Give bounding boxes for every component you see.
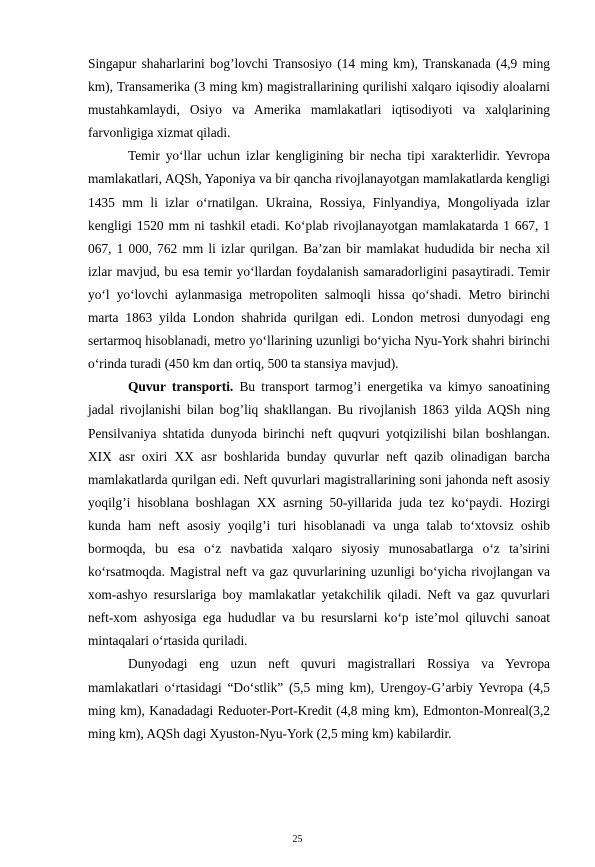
paragraph-4: Dunyodagi eng uzun neft quvuri magistrallari Rossiya va Yevropa mamlakatlari o‘rtasidagi “Do‘stlik” (5,5 ming km), Urengoy-G’arbiy Yevropa (4,5 ming km), Kanadadagi Reduoter-Port-Kredit (4,8 ming km), Edmonton-Monreal(3,2 ming km), AQSh dagi Xyuston-Nyu-York (2,5 ming km) kabilardir. [88,656,550,741]
page-number: 25 [292,834,303,845]
paragraph-2: Temir yo‘llar uchun izlar kengligining bir necha tipi xarakterlidir. Yevropa mamlakatlari, AQSh, Yaponiya va bir qancha rivojlanayotgan mamlakatlarda kengligi 1435 mm li izlar o‘rnatilgan. Ukraina, Rossiya, Finlyandiya, Mongoliyada izlar kengligi 1520 mm ni tashkil etadi. Ko‘plab rivojlanayotgan mamlakatarda 1 667, 1 067, 1 000, 762 mm li izlar qurilgan. Ba’zan bir mamlakat hududida bir necha xil izlar mavjud, bu esa temir yo‘llardan foydalanish samaradorligini pasaytiradi. Temir yo‘l yo‘lovchi aylanmasiga metropoliten salmoqli hissa qo‘shadi. Metro birinchi marta 1863 yilda London shahrida qurilgan edi. London metrosi dunyodagi eng sertarmoq hisoblanadi, metro yo‘llarining uzunligi bo‘yicha Nyu-York shahri birinchi o‘rinda turadi (450 km dan ortiq, 500 ta stansiya mavjud). [88,148,550,372]
paragraph-3-text: Bu transport tarmog’i energetika va kimyo sanoatining jadal rivojlanishi bilan bog’liq shakllangan. Bu rivojlanish 1863 yilda AQSh ning Pensilvaniya shtatida dunyoda birinchi neft quqvuri yotqizilishi bilan boshlangan. XIX asr oxiri XX asr boshlarida bunday quvurlar neft qazib olinadigan barcha mamlakatlarda qurilgan edi. Neft quvurlari magistrallarining soni jahonda neft asosiy yoqilg’i hisoblana boshlagan XX asrning 50-yillarida juda tez ko‘paydi. Hozirgi kunda ham neft asosiy yoqilg’i turi hisoblanadi va unga talab to‘xtovsiz oshib bormoqda, bu esa o‘z navbatida xalqaro siyosiy munosabatlarga o‘z ta’sirini ko‘rsatmoqda. Magistral neft va gaz quvurlarining uzunligi bo‘yicha rivojlangan va xom-ashyo resurslariga boy mamlakatlar yetakchilik qiladi. Neft va gaz quvurlari neft-xom ashyosiga ega hududlar va bu resurslarni ko‘p iste’mol qiluvchi sanoat mintaqalari o‘rtasida quriladi. [88,379,550,649]
document-body [88,52,550,745]
paragraph-3 [88,375,550,652]
section-heading-pipeline-transport: Quvur transporti. [128,379,234,395]
paragraph-1: Singapur shaharlarini bog’lovchi Transosiyo (14 ming km), Transkanada (4,9 ming km), Transamerika (3 ming km) magistrallarining qurilishi xalqaro iqisodiy aloalarni mustahkamlaydi, Osiyo va Amerika mamlakatlari iqtisodiyoti va xalqlarining farvonligiga xizmat qiladi. [88,56,550,141]
